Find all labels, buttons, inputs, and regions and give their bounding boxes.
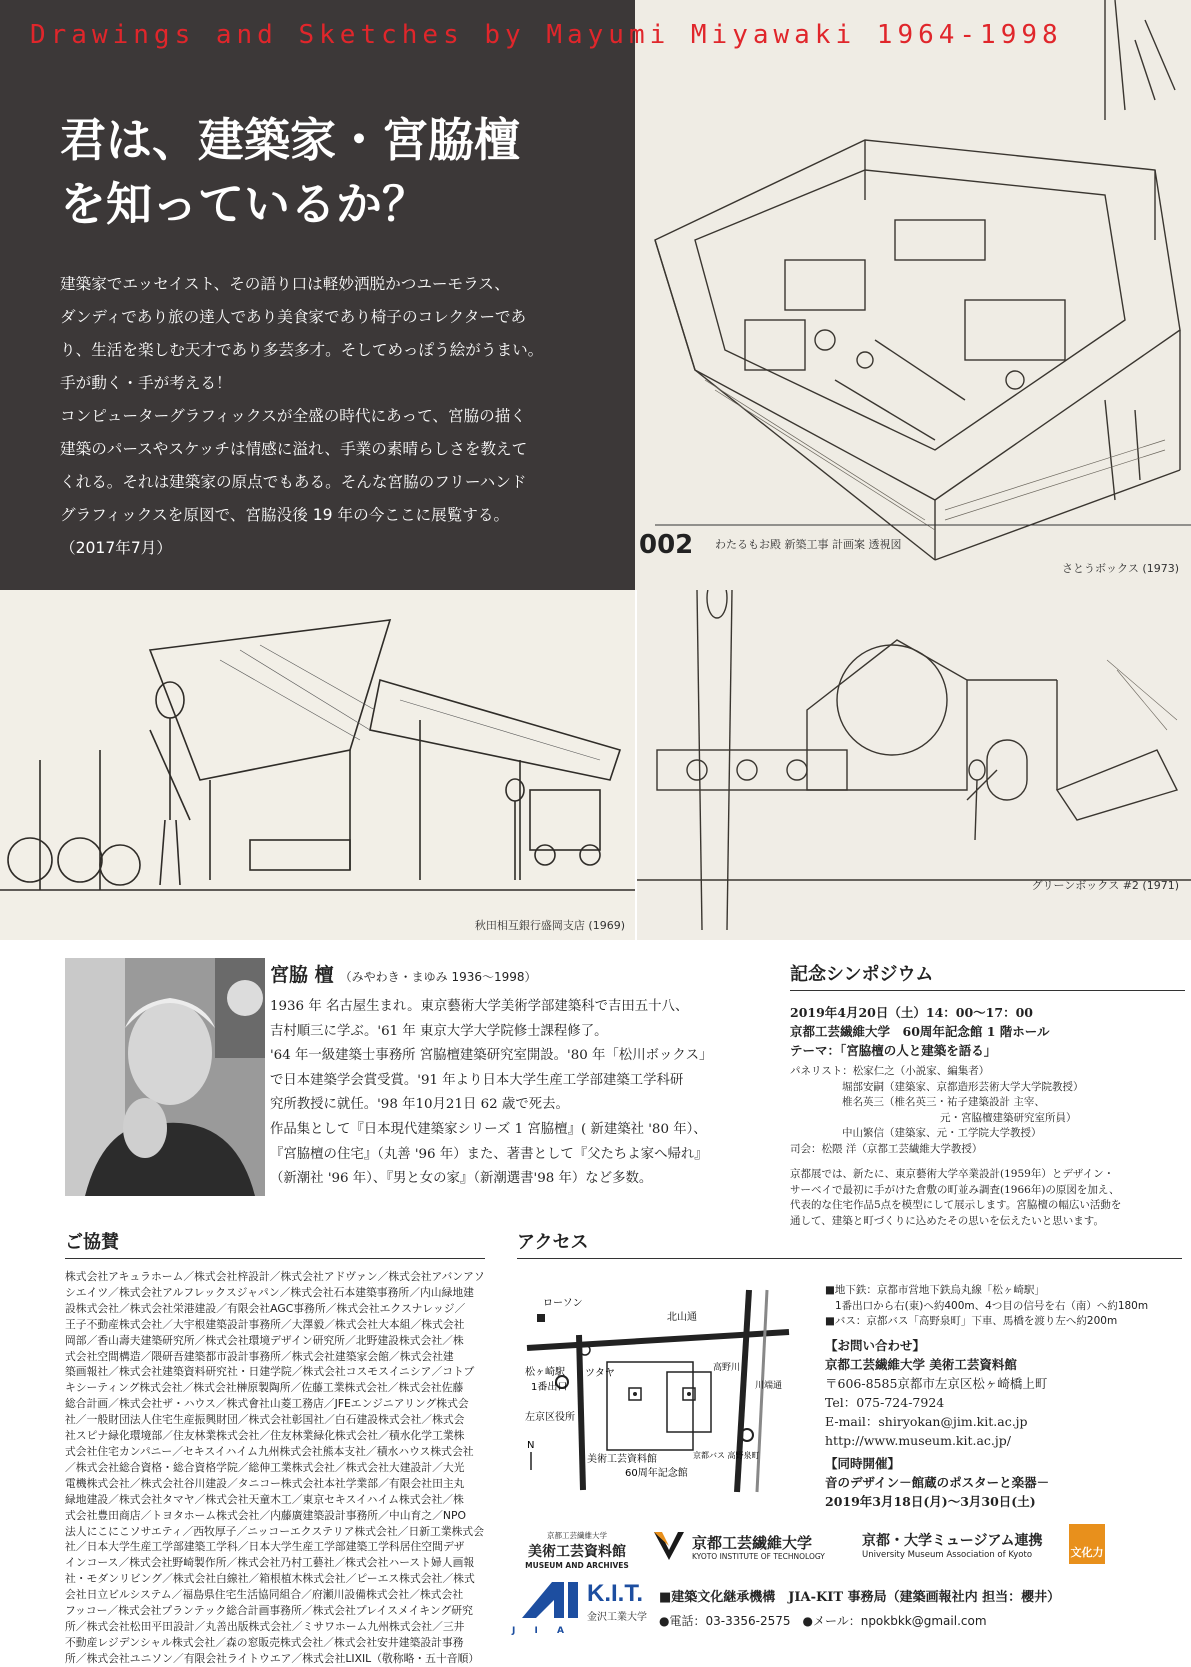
map-north: N (527, 1440, 535, 1451)
sponsor-line: シエイツ／株式会社アルフレックスジャパン／株式会社石本建築事務所／内山緑地建 (65, 1285, 474, 1299)
contact-heading: 【お問い合わせ】 (825, 1337, 926, 1353)
map-ward-office: 左京区役所 (525, 1412, 575, 1423)
bio-line: 1936 年 名古屋生まれ。東京藝術大学美術学部建築科で吉田五十八、 (270, 999, 689, 1014)
sponsor-line: 株式会社アキュラホーム／株式会社梓設計／株式会社アドヴァン／株式会社アバンアソ (65, 1270, 485, 1283)
kit-kanazawa-logo: K.I.T. 金沢工業大学 (587, 1580, 647, 1623)
panelist: 中山繁信（建築家、元・工学院大学教授） (842, 1127, 1042, 1139)
intro-line: 手が動く・手が考える！ (60, 374, 232, 392)
biography (270, 960, 770, 1192)
sponsor-line: 所／株式会社ユニソン／有限会社ライトウエア／株式会社LIXIL（敬称略・五十音順） (65, 1651, 480, 1665)
bio-line: 究所教授に就任。'98 年10月21日 62 歳で死去。 (270, 1097, 569, 1113)
architect-reading: （みやわき・まゆみ 1936〜1998） (339, 970, 537, 984)
map-station: 松ヶ崎駅 (525, 1367, 565, 1378)
contact-line: 〒606-8585京都市左京区松ヶ崎橋上町 (825, 1375, 1048, 1391)
map-takano-river: 高野川 (713, 1363, 741, 1373)
sponsor-line: 式会社住宅カンパニー／セキスイハイム九州株式会社熊本支社／積水ハウス株式会社 (65, 1444, 474, 1458)
sheet-number: 002 (639, 530, 694, 560)
sponsor-list (65, 1269, 485, 1667)
sponsors-heading: ご協賛 (65, 1228, 485, 1259)
panelist: 椎名英三（椎名英三・祐子建築設計 主宰、 (842, 1096, 1045, 1108)
map-exit: 1番出口 (531, 1382, 568, 1393)
map-bus-stop: 京都バス 高野泉町 (693, 1451, 760, 1460)
sponsor-line: 不動産レジデンシャル株式会社／森の窓販売株式会社／株式会社安井建築設計事務 (65, 1635, 464, 1649)
access-map (517, 1280, 799, 1502)
moderator: 司会：松隈 洋（京都工芸繊維大学教授） (790, 1142, 983, 1155)
panelist: パネリスト：松家仁之（小説家、編集者） (790, 1065, 990, 1077)
sponsor-line: 社／日本大学生産工学部建築工学科／日本大学生産工学部建築工学科居住空間デザ (65, 1540, 465, 1554)
intro-line: グラフィックスを原図で、宮脇没後 19 年の今ここに展覧する。 (60, 506, 510, 524)
symposium-heading: 記念シンポジウム (790, 960, 1185, 991)
sketch-green-box (637, 590, 1191, 940)
map-hall: 60周年記念館 (625, 1468, 688, 1479)
sponsor-line: 社／一般財団法人住宅生産振興財団／株式会社彰国社／白石建設株式会社／株式会 (65, 1413, 465, 1427)
symposium (790, 960, 1185, 1229)
sponsor-line: 設株式会社／株式会社栄港建設／有限会社AGC事務所／株式会社エクスナレッジ／ (65, 1301, 466, 1315)
intro-line: 建築家でエッセイスト、その語り口は軽妙洒脱かつユーモラス、 (60, 275, 510, 293)
sponsor-line: インコース／株式会社野崎製作所／株式会社乃村工藝社／株式会社ハースト婦人画報 (65, 1556, 475, 1570)
map-lawson: ローソン (543, 1298, 583, 1309)
headline-line-1: 君は、建築家・宮脇檀 (60, 113, 520, 167)
sponsor-line: 式会社豊田商店／トヨタホーム株式会社／内藤廣建築設計事務所／中山育之／NPO (65, 1508, 466, 1522)
perspective-drawing (0, 590, 635, 940)
note-line: 京都展では、新たに、東京藝術大学卒業設計(1959年）とデザイン・ (790, 1168, 1115, 1180)
sponsor-line: 王子不動産株式会社／大宇根建築設計事務所／大澤毅／株式会社大本組／株式会社 (65, 1317, 465, 1331)
bunkaryoku-logo: 文化力 (1069, 1524, 1105, 1564)
contact-line: 京都工芸繊維大学 美術工芸資料館 (825, 1356, 1017, 1372)
note-line: サーベイで最初に手がけた倉敷の町並み調査(1966年)の原図を加え、 (790, 1183, 1120, 1196)
bio-line: '64 年一級建築士事務所 宮脇檀建築研究室開設。'80 年「松川ボックス」 (270, 1048, 713, 1064)
transport-line: 1番出口から右(東)へ約400m、4つ目の信号を右（南）へ約180m (835, 1299, 1149, 1312)
sponsor-line: フッコー／株式会社プランテック総合計画事務所／株式会社プレイスメイキング研究 (65, 1604, 473, 1618)
contact-phone: Tel：075-724-7924 (825, 1394, 945, 1410)
caption-green-box: グリーンボックス #2 (1971) (1031, 879, 1179, 892)
map-museum: 美術工芸資料館 (587, 1454, 657, 1465)
intro-line: くれる。それは建築家の原点でもある。そんな宮脇のフリーハンド (60, 473, 527, 491)
note-line: 通して、建築と町づくりに込めたその思いを伝えたいと思います。 (790, 1214, 1104, 1227)
panelist: 元・宮脇檀建築研究室所員） (940, 1111, 1077, 1124)
contact-email[interactable]: E-mail：shiryokan@jim.kit.ac.jp (825, 1413, 1028, 1429)
sponsor-line: 式会社空間構造／隈研吾建築都市設計事務所／株式会社建築家会館／株式会社建 (65, 1349, 454, 1363)
symposium-theme: テーマ：「宮脇檀の人と建築を語る」 (790, 1043, 997, 1058)
map-kawabata: 川端通 (755, 1381, 783, 1391)
intro-line: り、生活を楽しむ天才であり多芸多才。そしてめっぽう絵がうまい。 (60, 341, 544, 359)
symposium-date: 2019年4月20日（土）14：00〜17：00 (790, 1005, 1033, 1020)
headline (60, 108, 620, 236)
sponsor-line: 総合計画／株式会社ザ・ハウス／株式會社山菱工務店／JFEエンジニアリング株式会 (65, 1397, 469, 1411)
jia-kit-contact: ●電話：03-3356-2575 ●メール：npokbkk@gmail.com (659, 1614, 987, 1628)
architect-name: 宮脇 檀 (270, 964, 334, 986)
exhibition-title: Drawings and Sketches by Mayumi Miyawaki 1964-1998 (30, 20, 1063, 50)
bio-line: 『宮脇檀の住宅』（丸善 '96 年）また、著書として『父たちよ家へ帰れ』 (270, 1146, 708, 1162)
sheet-labels: わたるもお殿 新築工事 計画案 透視図 (715, 538, 902, 551)
transport-line: ■地下鉄：京都市営地下鉄烏丸線「松ヶ崎駅」 (825, 1284, 1045, 1296)
transport-line: ■バス：京都バス「高野泉町」下車、馬橋を渡り左へ約200m (825, 1315, 1118, 1327)
kit-mark-icon (652, 1530, 686, 1564)
sponsor-line: 築画報社／株式会社建築資料研究社・日建学院／株式会社コスモスイニシア／コトブ (65, 1365, 475, 1379)
sponsor-line: キシーティング株式会社／株式会社榊原製陶所／佐藤工業株式会社／株式会社佐藤 (65, 1381, 464, 1395)
map-kitayama: 北山通 (667, 1312, 697, 1323)
sponsor-line: ／株式会社総合資格・総合資格学院／総伸工業株式会社／株式会社大建設計／大光 (65, 1460, 465, 1474)
symposium-venue: 京都工芸繊維大学 60周年記念館 1 階ホール (790, 1024, 1050, 1039)
panelist: 堀部安嗣（建築家、京都造形芸術大学大学院教授） (842, 1080, 1084, 1093)
sponsor-line: 所／株式会社松田平田設計／丸善出版株式会社／ミサワホーム九州株式会社／三井 (65, 1619, 465, 1633)
intro-text (60, 268, 620, 565)
map-tsutaya: ツタヤ (585, 1368, 615, 1379)
headline-line-2: を知っているか？ (60, 177, 428, 231)
sponsor-line: 社・モダンリビング／株式会社白線社／箱根植木株式会社／ピーエス株式会社／株式 (65, 1572, 475, 1586)
intro-line: ダンディであり旅の達人であり美食家であり椅子のコレクターであ (60, 308, 527, 326)
sponsor-line: 岡部／香山壽夫建築研究所／株式会社環境デザイン研究所／北野建設株式会社／株 (65, 1333, 464, 1347)
sponsor-line: 電機株式会社／株式会社谷川建設／タニコー株式会社本社学業部／有限会社田主丸 (65, 1476, 465, 1490)
sponsors (65, 1228, 485, 1667)
concurrent-heading: 【同時開催】 (825, 1455, 901, 1471)
caption-sato-box: さとうボックス (1973) (1062, 562, 1179, 575)
note-line: 代表的な住宅作品5点を模型にして展示します。宮脇檀の幅広い活動を (790, 1199, 1122, 1211)
concurrent-line: 2019年3月18日(月)〜3月30日(土) (825, 1493, 1036, 1509)
bio-line: 吉村順三に学ぶ。'61 年 東京大学大学院修士課程修了。 (270, 1023, 608, 1039)
jia-mark-icon (512, 1578, 582, 1622)
sketch-akita-bank (0, 590, 635, 940)
intro-line: （2017年7月） (60, 539, 172, 557)
access-info (825, 1283, 1185, 1511)
sponsor-line: 会社日立ビルシステム／福島県住宅生活協同組合／府瀬川設備株式会社／株式会社 (65, 1588, 464, 1602)
isometric-drawing (635, 0, 1191, 590)
museum-logo: 京都工芸繊維大学 美術工芸資料館 MUSEUM AND ARCHIVES (525, 1531, 629, 1570)
portrait-photo (65, 958, 265, 1196)
intro-line: 建築のパースやスケッチは情感に溢れ、手業の素晴らしさを教えて (60, 440, 528, 458)
sponsor-line: 社スピナ緑化環境部／住友林業株式会社／住友林業緑化株式会社／積水化学工業株 (65, 1429, 465, 1443)
sketch-sato-box (635, 0, 1191, 590)
access-heading: アクセス (517, 1228, 1182, 1259)
contact-url[interactable]: http://www.museum.kit.ac.jp/ (825, 1432, 1011, 1448)
bio-line: 作品集として『日本現代建築家シリーズ 1 宮脇檀』( 新建築社 '80 年）、 (270, 1121, 707, 1137)
access-section (517, 1228, 1182, 1259)
sponsor-line: 法人にこにこソサエティ／西牧厚子／ニッコーエクステリア株式会社／日新工業株式会 (65, 1524, 485, 1538)
bio-line: （新潮社 '96 年）、『男と女の家』（新潮選書'98 年）など多数。 (270, 1171, 653, 1187)
bio-line: で日本建築学会賞受賞。'91 年より日本大学生産工学部建築工学科研 (270, 1072, 684, 1088)
intro-line: コンピューターグラフィックスが全盛の時代にあって、宮脇の描く (60, 407, 526, 425)
concurrent-line: 音のデザイン－館蔵のポスターと楽器－ (825, 1474, 1050, 1490)
caption-akita-bank: 秋田相互銀行盛岡支店 (1969) (474, 919, 625, 932)
jia-logo: J I A (512, 1578, 582, 1636)
sponsor-line: 緑地建設／株式会社タマヤ／株式会社天童木工／東京セキスイハイム株式会社／株 (65, 1492, 464, 1506)
jia-kit-office: ■建築文化継承機構 JIA-KIT 事務局（建築画報社内 担当：櫻井） (659, 1590, 1061, 1605)
university-museum-association-logo: 京都・大学ミュージアム連携 University Museum Association of Kyoto (862, 1533, 1043, 1560)
